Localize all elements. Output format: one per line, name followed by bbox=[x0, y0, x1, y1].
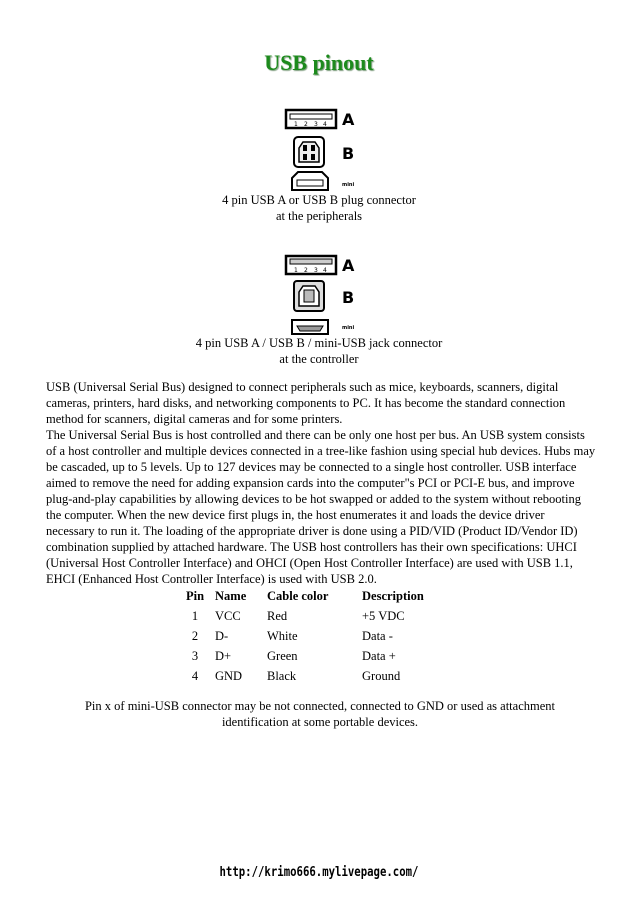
cell-description: Data - bbox=[362, 628, 393, 643]
table-header-row bbox=[175, 586, 462, 606]
page-title: USB pinout bbox=[264, 50, 374, 75]
usb-a-plug-icon bbox=[286, 110, 336, 128]
cell-name: D- bbox=[215, 628, 229, 643]
cell-description: Ground bbox=[362, 668, 401, 683]
footer-url[interactable]: http://krimo666.mylivepage.com/ bbox=[219, 865, 419, 880]
cell-name: GND bbox=[215, 668, 243, 683]
pin-label: 1 bbox=[294, 121, 298, 128]
label-a: A bbox=[342, 110, 355, 129]
figure2-caption bbox=[0, 335, 638, 367]
figure1-caption bbox=[0, 192, 638, 224]
cell-cable-color: Black bbox=[267, 668, 297, 683]
label-a: A bbox=[342, 256, 355, 275]
cell-name: VCC bbox=[215, 608, 241, 623]
cell-description: +5 VDC bbox=[362, 608, 405, 623]
cell-pin: 2 bbox=[191, 628, 199, 643]
cell-cable-color: Red bbox=[267, 608, 288, 623]
mini-usb-plug-icon bbox=[292, 172, 328, 190]
cell-pin: 4 bbox=[191, 668, 199, 683]
table-row bbox=[175, 646, 462, 666]
pin-label: 4 bbox=[323, 121, 327, 128]
paragraph-intro: USB (Universal Serial Bus) designed to connect peripherals such as mice, keyboards, scanners, digital cameras, printers, hard disks, and networking components to PC. It has become the standard connection method for scanners, digital cameras and for some printers. bbox=[46, 380, 566, 426]
header-cable-color: Cable color bbox=[267, 588, 329, 603]
header-pin: Pin bbox=[185, 588, 205, 603]
cell-description: Data + bbox=[362, 648, 396, 663]
usb-a-jack-icon bbox=[286, 256, 336, 274]
pin-label: 4 bbox=[323, 267, 327, 274]
usb-plug-connectors-figure bbox=[280, 104, 370, 192]
header-name: Name bbox=[215, 588, 247, 603]
table-row bbox=[175, 666, 462, 686]
cell-pin: 3 bbox=[191, 648, 199, 663]
mini-usb-jack-icon bbox=[292, 320, 328, 334]
cell-cable-color: White bbox=[267, 628, 298, 643]
table-row bbox=[175, 606, 462, 626]
body-text bbox=[46, 379, 596, 587]
usb-jack-connectors-figure bbox=[280, 250, 370, 338]
mini-usb-note: Pin x of mini-USB connector may be not connected, connected to GND or used as attachment identification at some portable devices. bbox=[84, 699, 555, 729]
usb-b-plug-icon bbox=[294, 137, 324, 167]
header-description: Description bbox=[362, 588, 424, 603]
pin-label: 3 bbox=[314, 121, 318, 128]
pin-label: 2 bbox=[304, 267, 308, 274]
cell-cable-color: Green bbox=[267, 648, 298, 663]
pin-label: 2 bbox=[304, 121, 308, 128]
cell-pin: 1 bbox=[191, 608, 199, 623]
usb-b-jack-icon bbox=[294, 281, 324, 311]
label-mini: mini bbox=[342, 325, 355, 331]
pin-label: 1 bbox=[294, 267, 298, 274]
pin-label: 3 bbox=[314, 267, 318, 274]
label-mini: mini bbox=[342, 182, 355, 188]
figure2-caption-line2: at the controller bbox=[279, 352, 359, 366]
figure2-caption-line1: 4 pin USB A / USB B / mini-USB jack connector bbox=[195, 336, 443, 350]
label-b: B bbox=[342, 288, 355, 307]
table-row bbox=[175, 626, 462, 646]
label-b: B bbox=[342, 144, 355, 163]
paragraph-details: The Universal Serial Bus is host controlled and there can be only one host per bus. An USB system consists of a host controller and multiple devices connected in a tree-like fashion using special hub devices. Hubs may be cascaded, up to 5 levels. Up to 127 devices may be connected to a single host controller. USB interface aimed to remove the need for adding expansion cards into the computer"s PCI or PCI-E bus, and improve plug-and-play capabilities by allowing devices to be hot swapped or added to the system without rebooting the computer. When the new device first plugs in, the host enumerates it and loads the device driver necessary to run it. The loading of the appropriate driver is done using a PID/VID (Product ID/Vendor ID) combination supplied by attached hardware. The USB host controllers has their own specifications: UHCI (Universal Host Controller Interface) and OHCI (Open Host Controller Interface) are used with USB 1.1, EHCI (Enhanced Host Controller Interface) is used with USB 2.0. bbox=[46, 428, 596, 586]
figure1-caption-line1: 4 pin USB A or USB B plug connector bbox=[222, 193, 416, 207]
cell-name: D+ bbox=[215, 648, 232, 663]
pinout-table bbox=[175, 586, 462, 686]
figure1-caption-line2: at the peripherals bbox=[275, 209, 363, 223]
